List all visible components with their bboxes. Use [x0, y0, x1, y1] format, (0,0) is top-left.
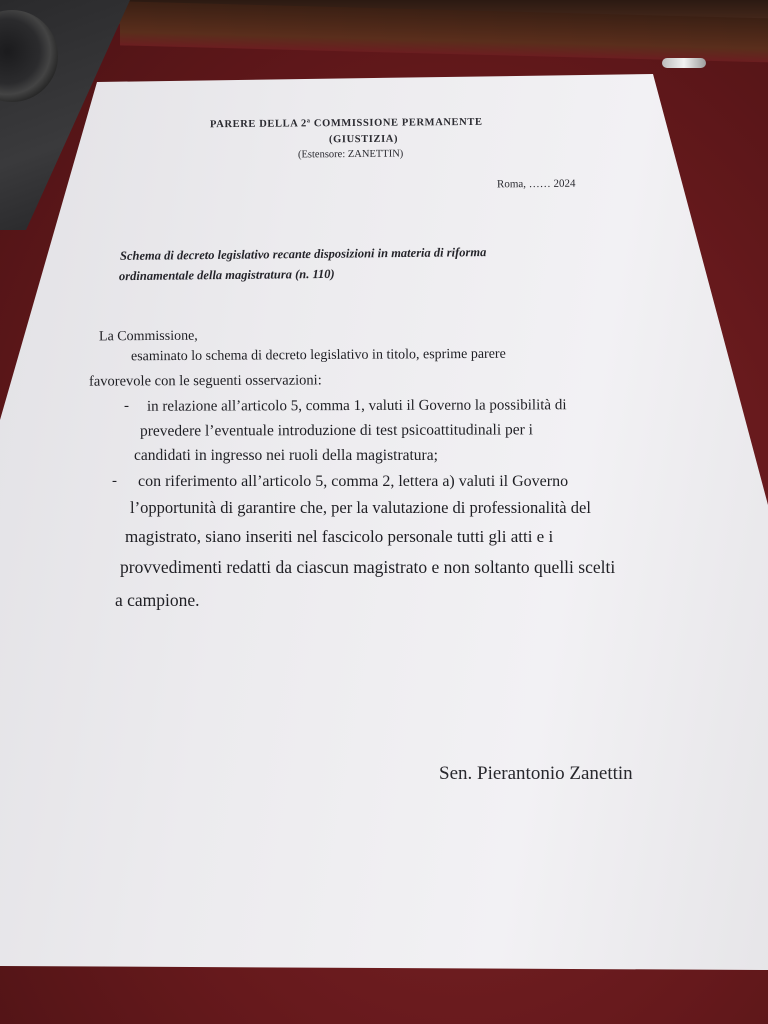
intro-text: La Commissione, — [98, 328, 198, 345]
metal-clip — [662, 58, 706, 68]
bullet-2-line-4: provvedimenti redatti da ciascun magistrato e non soltanto quelli scelti — [120, 557, 616, 577]
subject-line-1: Schema di decreto legislativo recante disposizioni in materia di riforma — [119, 245, 487, 263]
bullet-2-line-2: l’opportunità di garantire che, per la valutazione di professionalità del — [130, 498, 591, 517]
header-committee: (GIUSTIZIA) — [328, 133, 399, 146]
bullet-2-line-1: con riferimento all’articolo 5, comma 2, lettera a) valuti il Governo — [138, 473, 569, 490]
subject-line-2: ordinamentale della magistratura (n. 110) — [118, 266, 335, 284]
document-date: Roma, …… 2024 — [496, 177, 576, 191]
bullet-1-dash: - — [124, 398, 129, 414]
bullet-2-line-5: a campione. — [115, 590, 200, 610]
signature: Sen. Pierantonio Zanettin — [439, 763, 633, 784]
bullet-1-line-1: in relazione all’articolo 5, comma 1, valuti il Governo la possibilità di — [146, 397, 567, 415]
bullet-2-dash: - — [112, 473, 117, 489]
header-title: PARERE DELLA 2ª COMMISSIONE PERMANENTE — [209, 116, 483, 131]
bullet-2-line-3: magistrato, siano inseriti nel fascicolo personale tutti gli atti e i — [125, 527, 554, 546]
header-estensore: (Estensore: ZANETTIN) — [297, 148, 404, 161]
body-line-2: favorevole con le seguenti osservazioni: — [88, 372, 322, 390]
body-line-1: esaminato lo schema di decreto legislativo in titolo, esprime parere — [130, 346, 506, 365]
bullet-1-line-2: prevedere l’eventuale introduzione di test psicoattitudinali per i — [139, 421, 533, 440]
bullet-1-line-3: candidati in ingresso nei ruoli della magistratura; — [134, 447, 438, 464]
